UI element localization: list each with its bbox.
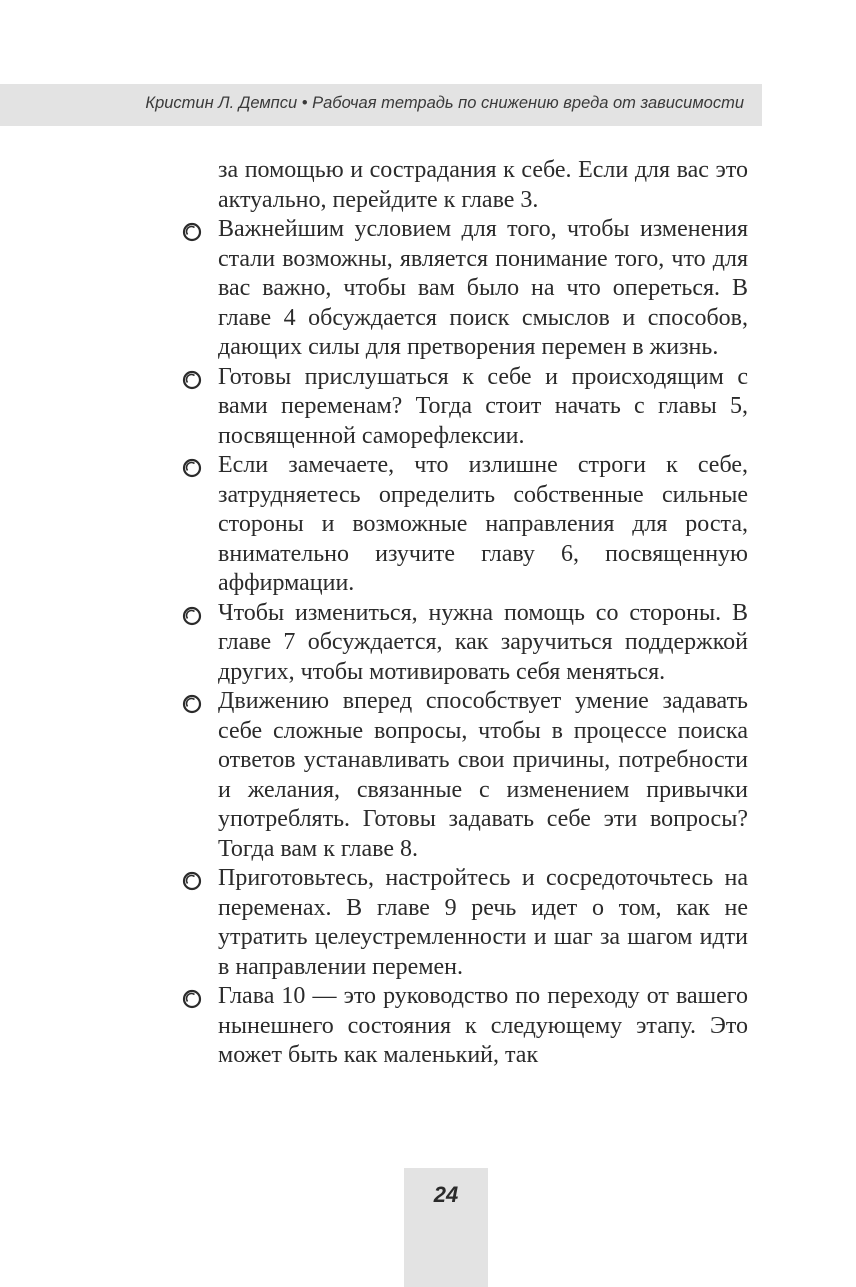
list-item-text: Если замечаете, что излишне строги к себе, затрудняетесь определить собственные сильные стороны и возможные направления для роста, внимательно изучите главу 6, посвященную аффирмации. (218, 452, 748, 596)
circle-swirl-icon (182, 606, 202, 626)
list-item-text: Готовы прислушаться к себе и происходящим с вами переменам? Тогда стоит начать с главы 5, посвященной саморефлексии. (218, 363, 748, 449)
circle-swirl-icon (182, 989, 202, 1009)
list-item (182, 215, 748, 363)
list-item (182, 451, 748, 599)
list-item (182, 982, 748, 1071)
list-item (182, 599, 748, 688)
list-item (182, 864, 748, 982)
circle-swirl-icon (182, 871, 202, 891)
running-title: Кристин Л. Демпси • Рабочая тетрадь по снижению вреда от зависимости (145, 94, 744, 112)
list-item-text: Чтобы измениться, нужна помощь со стороны. В главе 7 обсуждается, как заручиться поддержкой других, чтобы мотивировать себя меняться. (218, 599, 748, 685)
page-number: 24 (433, 1182, 459, 1207)
list-item-text: Глава 10 — это руководство по переходу от вашего нынешнего состояния к следующему этапу. Это может быть как маленький, так (218, 983, 748, 1068)
circle-swirl-icon (182, 222, 202, 242)
list-item (182, 363, 748, 452)
list-item (182, 687, 748, 864)
list-item-text: Движению вперед способствует умение задавать себе сложные вопросы, чтобы в процессе поиска ответов устанавливать свои причины, потребности и желания, связанные с изменением привычки употреблять. Готовы задавать себе эти вопросы? Тогда вам к главе 8. (218, 688, 748, 862)
list-item-text: Важнейшим условием для того, чтобы изменения стали возможны, является понимание того, что для вас важно, чтобы вам было на что опереться. В главе 4 обсуждается поиск смыслов и способов, дающих силы для претворения перемен в жизнь. (218, 216, 748, 360)
continued-paragraph: за помощью и сострадания к себе. Если для вас это актуально, перейдите к главе 3. (218, 157, 748, 213)
running-header (0, 84, 762, 126)
circle-swirl-icon (182, 458, 202, 478)
circle-swirl-icon (182, 370, 202, 390)
circle-swirl-icon (182, 694, 202, 714)
chapter-guide-list (182, 215, 748, 1071)
page-number-tab (404, 1168, 488, 1287)
page-body (182, 156, 748, 1071)
list-item-text: Приготовьтесь, настройтесь и сосредоточьтесь на переменах. В главе 9 речь идет о том, как не утратить целеустремленности и шаг за шагом идти в направлении перемен. (218, 865, 748, 980)
